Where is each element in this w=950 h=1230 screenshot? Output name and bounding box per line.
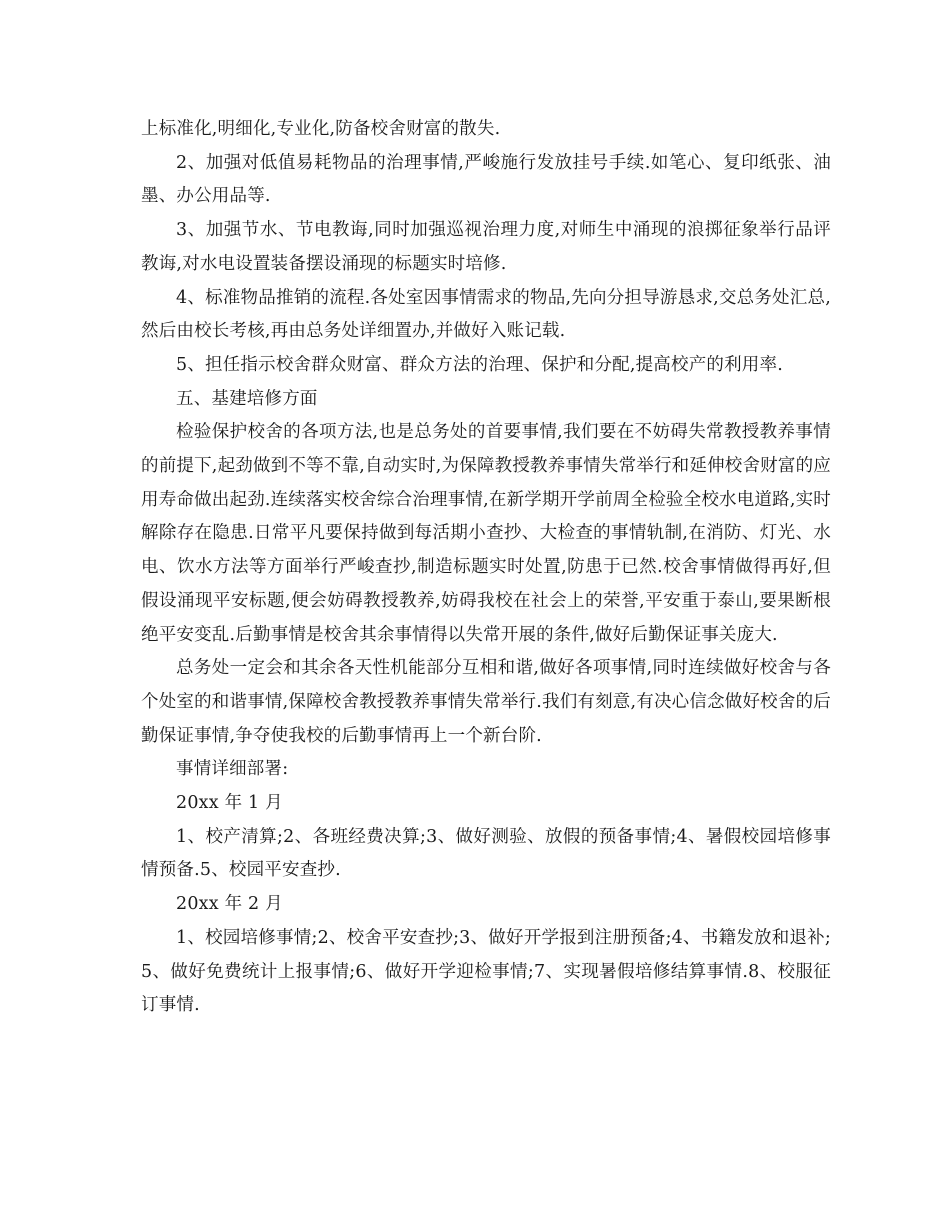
february-tasks: 1、校园培修事情;2、校舍平安查抄;3、做好开学报到注册预备;4、书籍发放和退补;5、做好免费统计上报事情;6、做好开学迎检事情;7、实现暑假培修结算事情.8、校服征订事情. [141,927,831,1016]
january-tasks: 1、校产清算;2、各班经费决算;3、做好测验、放假的预备事情;4、暑假校园培修事情预备.5、校园平安查抄. [141,826,831,881]
schedule-heading: 事情详细部署: [176,759,289,780]
paragraph-2: 2、加强对低值易耗物品的治理事情,严峻施行发放挂号手续.如笔心、复印纸张、油墨、办公用品等. [141,152,831,207]
month-heading-january: 20xx 年 1 月 [176,793,283,814]
paragraph-4: 4、标准物品推销的流程.各处室因事情需求的物品,先向分担导游恳求,交总务处汇总,然后由校长考核,再由总务处详细置办,并做好入账记载. [141,287,831,342]
paragraph-3: 3、加强节水、节电教诲,同时加强巡视治理力度,对师生中涌现的浪掷征象举行品评教诲,对水电设置装备摆设涌现的标题实时培修. [141,220,831,274]
paragraph-5: 5、担任指示校舍群众财富、群众方法的治理、保护和分配,提高校产的利用率. [176,354,783,375]
section-heading-infrastructure: 五、基建培修方面 [176,388,318,409]
month-heading-february: 20xx 年 2 月 [176,894,283,915]
paragraph-8: 总务处一定会和其余各天性机能部分互相和谐,做好各项事情,同时连续做好校舍与各个处室的和谐事情,保障校舍教授教养事情失常举行.我们有刻意,有决心信念做好校舍的后勤保证事情,争夺使我校的后勤事情再上一个新台阶. [141,658,831,746]
paragraph-1: 上标准化,明细化,专业化,防备校舍财富的散失. [141,119,501,139]
paragraph-7: 检验保护校舍的各项方法,也是总务处的首要事情,我们要在不妨碍失常教授教养事情的前提下,起劲做到不等不靠,自动实时,为保障教授教养事情失常举行和延伸校舍财富的应用寿命做出起劲.连续落实校舍综合治理事情,在新学期开学前周全检验全校水电道路,实时解除存在隐患.日常平凡要保持做到每活期小查抄、大检查的事情轨制,在消防、灯光、水电、饮水方法等方面举行严峻查抄,制造标题实时处置,防患于已然.校舍事情做得再好,但假设涌现平安标题,便会妨碍教授教养,妨碍我校在社会上的荣誉,平安重于泰山,要果断根绝平安变乱.后勤事情是校舍其余事情得以失常开展的条件,做好后勤保证事关庞大. [141,422,831,645]
document-body [141,113,831,1023]
